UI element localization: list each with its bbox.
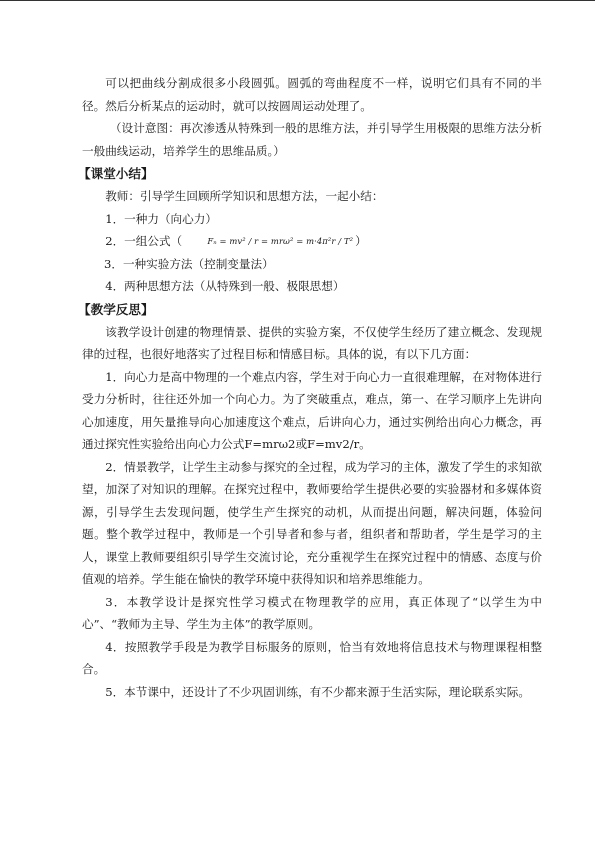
reflection-point-2: 2．情景教学，让学生主动参与探究的全过程，成为学习的主体，激发了学生的求知欲望，加深了对知识的理解。在探究过程中，教师要给学生提供必要的实验器材和多媒体资源，引导学生去发现问题，使学生产生探究的动机，从而提出问题，解决问题，体验问题。整个教学过程中，教师是一个引导者和参与者，组织者和帮助者，学生是学习的主人，课堂上教师要组织引导学生交流讨论，充分重视学生在探究过程中的情感、态度与价值观的培养。学生能在愉快的教学环境中获得知识和培养思维能力。 bbox=[82, 459, 542, 586]
reflection-intro: 该教学设计创建的物理情景、提供的实验方案，不仅使学生经历了建立概念、发现规律的过程，也很好地落实了过程目标和情感目标。具体的说，有以下几方面： bbox=[82, 324, 542, 361]
design-intent-note: （设计意图：再次渗透从特殊到一般的思维方法，并引导学生用极限的思维方法分析一般曲线运动，培养学生的思维品质。） bbox=[82, 121, 542, 158]
summary-item-2-suffix: ） bbox=[355, 234, 367, 248]
reflection-point-1: 1．向心力是高中物理的一个难点内容，学生对于向心力一直很难理解，在对物体进行受力分析时，往往还外加一个向心力。为了突破重点，难点，第一、在学习顺序上先讲向心加速度，用矢量推导向心加速度这个难点，后讲向心力，通过实例给出向心力概念，再通过探究性实验给出向心力公式F=mrω2或F=mv2/r。 bbox=[82, 369, 542, 451]
summary-item-2 bbox=[82, 230, 542, 253]
summary-item-2-prefix: 2．一组公式（ bbox=[105, 234, 183, 248]
centripetal-force-formula: Fₙ = mv² / r = mrω² = m·4π²r / T² bbox=[207, 236, 354, 246]
top-border-line bbox=[0, 0, 595, 1]
summary-item-4: 4．两种思想方法（从特殊到一般、极限思想） bbox=[105, 279, 345, 293]
reflection-heading: 【教学反思】 bbox=[78, 301, 154, 317]
document-body bbox=[78, 72, 542, 703]
summary-item-3: 3．一种实验方法（控制变量法） bbox=[103, 256, 274, 271]
reflection-point-3: 3．本教学设计是探究性学习模式在物理教学的应用，真正体现了“以学生为中心”、“教师为主导、学生为主体”的教学原则。 bbox=[82, 594, 542, 631]
summary-lead: 教师：引导学生回顾所学知识和思想方法，一起小结： bbox=[105, 189, 384, 203]
summary-heading: 【课堂小结】 bbox=[78, 166, 154, 181]
reflection-point-4: 4．按照教学手段是为教学目标服务的原则，恰当有效地将信息技术与物理课程相整合。 bbox=[82, 639, 542, 676]
intro-paragraph: 可以把曲线分割成很多小段圆弧。圆弧的弯曲程度不一样，说明它们具有不同的半径。然后分析某点的运动时，就可以按圆周运动处理了。 bbox=[82, 76, 542, 113]
summary-item-1: 1．一种力（向心力） bbox=[105, 211, 217, 226]
reflection-point-5: 5．本节课中，还设计了不少巩固训练，有不少都来源于生活实际，理论联系实际。 bbox=[105, 684, 530, 699]
